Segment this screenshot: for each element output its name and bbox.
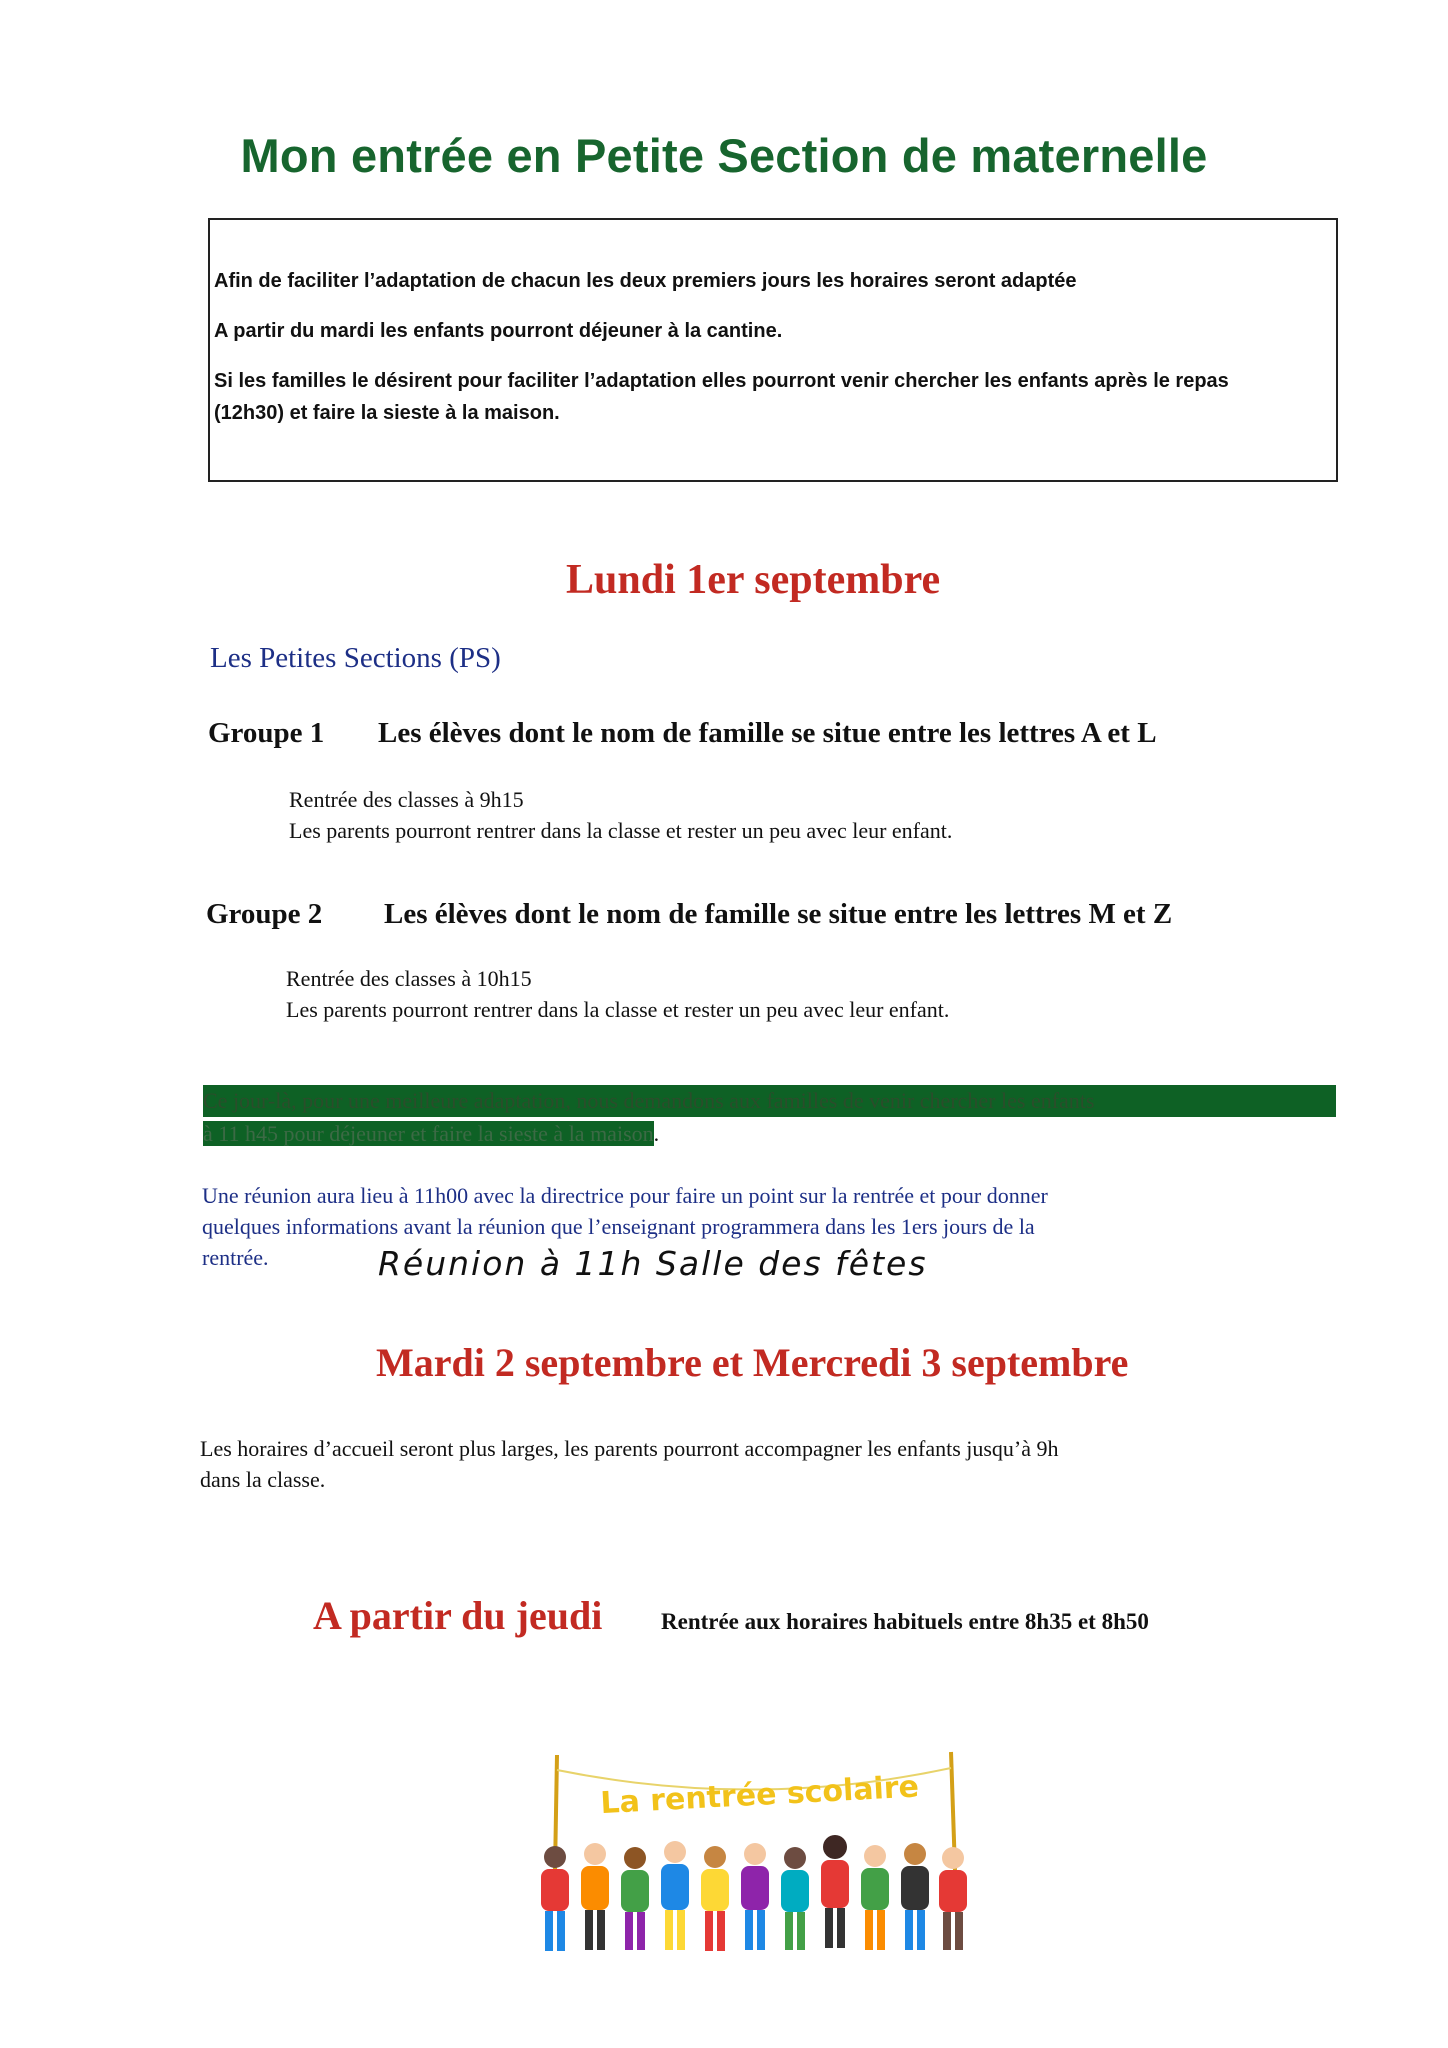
meeting-line-3: rentrée. (202, 1245, 269, 1270)
tue-wed-line-2: dans la classe. (200, 1467, 326, 1492)
meeting-line-1: Une réunion aura lieu à 11h00 avec la directrice pour faire un point sur la rentrée et pour donner (202, 1183, 1048, 1208)
tue-wed-heading: Mardi 2 septembre et Mercredi 3 septembre (376, 1340, 1129, 1385)
page-title: Mon entrée en Petite Section de maternelle (240, 129, 1208, 182)
group-2-label: Groupe 2 (206, 898, 323, 930)
info-line-2: A partir du mardi les enfants pourront déjeuner à la cantine. (214, 320, 783, 342)
info-line-3b: (12h30) et faire la sieste à la maison. (214, 402, 560, 424)
tue-wed-line-1: Les horaires d’accueil seront plus larges, les parents pourront accompagner les enfants jusqu’à 9h (200, 1436, 1059, 1461)
notice-period: . (653, 1121, 660, 1146)
info-line-3a: Si les familles le désirent pour faciliter l’adaptation elles pourront venir chercher les enfants après le repas (214, 370, 1229, 392)
notice-line-2 (203, 1118, 659, 1150)
notice-line-1: Ce jour-là, pour une meilleure adaptation, nous demandons aux familles de venir chercher les enfants (203, 1085, 1336, 1117)
children-group (541, 1835, 967, 1951)
notice-highlight: à 11 h45 pour déjeuner et faire la sieste à la maison (203, 1121, 654, 1146)
ps-subheading: Les Petites Sections (PS) (210, 642, 501, 674)
info-box (208, 218, 1338, 482)
group-1-description: Les élèves dont le nom de famille se situe entre les lettres A et L (378, 717, 1157, 749)
thursday-heading: A partir du jeudi (313, 1593, 603, 1638)
banner-text: La rentrée scolaire (599, 1769, 920, 1822)
rentree-illustration (515, 1750, 1015, 1970)
group-1-label: Groupe 1 (208, 717, 325, 749)
meeting-line-2: quelques informations avant la réunion que l’enseignant programmera dans les 1ers jours de la (202, 1214, 1035, 1239)
group-1-note: Les parents pourront rentrer dans la classe et rester un peu avec leur enfant. (289, 818, 953, 843)
monday-heading: Lundi 1er septembre (566, 557, 941, 603)
children-illustration (515, 1750, 1015, 1970)
thursday-text: Rentrée aux horaires habituels entre 8h35 et 8h50 (661, 1609, 1149, 1634)
group-2-note: Les parents pourront rentrer dans la classe et rester un peu avec leur enfant. (286, 997, 950, 1022)
group-2-time: Rentrée des classes à 10h15 (286, 966, 532, 991)
handwritten-note: Réunion à 11h Salle des fêtes (378, 1244, 928, 1283)
info-line-1: Afin de faciliter l’adaptation de chacun les deux premiers jours les horaires seront adaptée (214, 270, 1077, 292)
pickup-notice (203, 1085, 1336, 1151)
group-2-description: Les élèves dont le nom de famille se situe entre les lettres M et Z (384, 898, 1173, 930)
group-1-time: Rentrée des classes à 9h15 (289, 787, 524, 812)
